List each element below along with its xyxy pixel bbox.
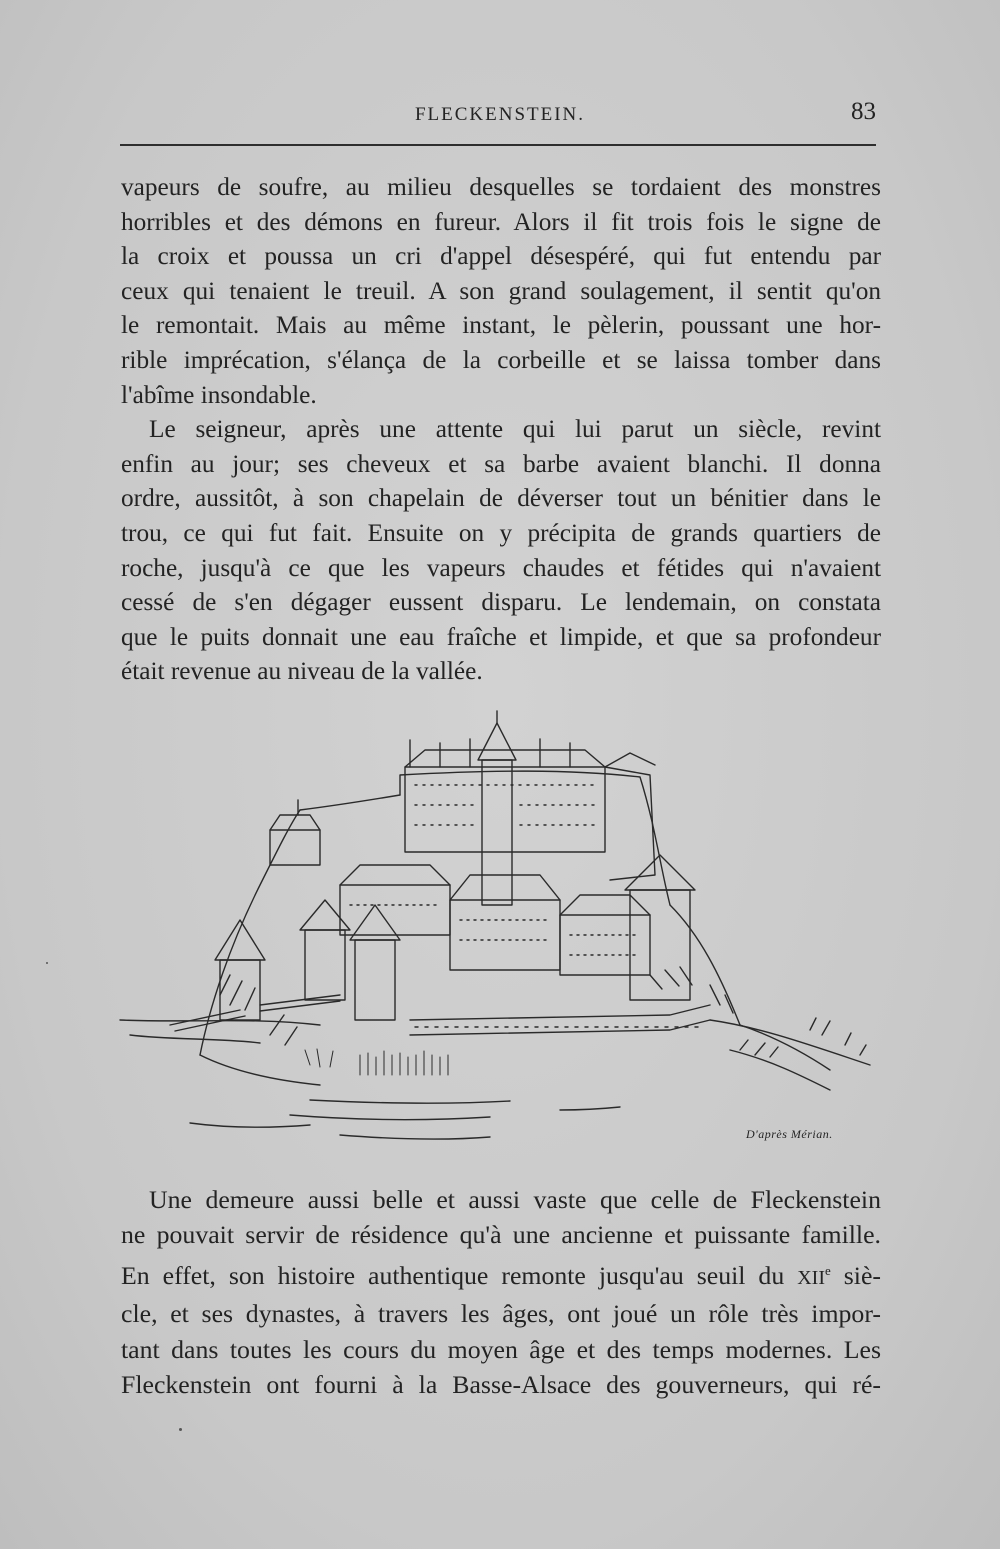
castle-engraving bbox=[110, 705, 900, 1165]
text-line: enfin au jour; ses cheveux et sa barbe avaient blanchi. Il donna bbox=[121, 449, 881, 478]
text-line: l'abîme insondable. bbox=[121, 380, 317, 409]
text-line: cle, et ses dynastes, à travers les âges, ont joué un rôle très impor- bbox=[121, 1299, 881, 1329]
text-line: ceux qui tenaient le treuil. A son grand soulagement, il sentit qu'on bbox=[121, 276, 881, 305]
print-speck bbox=[179, 1428, 182, 1431]
text-line: ne pouvait servir de résidence qu'à une ancienne et puissante famille. bbox=[121, 1220, 881, 1250]
text-line: était revenue au niveau de la vallée. bbox=[121, 657, 483, 686]
running-title: FLECKENSTEIN. bbox=[414, 104, 586, 125]
header-rule bbox=[120, 144, 876, 146]
text-line: tant dans toutes les cours du moyen âge et des temps modernes. Les bbox=[121, 1334, 881, 1364]
text-segment: En effet, son histoire authentique remonte jusqu'au seuil du bbox=[121, 1260, 798, 1290]
print-speck bbox=[46, 962, 48, 964]
text-line bbox=[121, 1253, 881, 1296]
text-line: horribles et des démons en fureur. Alors il fit trois fois le signe de bbox=[121, 207, 881, 236]
text-line: cessé de s'en dégager eussent disparu. Le lendemain, on constata bbox=[121, 588, 881, 617]
text-line: Une demeure aussi belle et aussi vaste que celle de Fleckenstein bbox=[149, 1185, 881, 1214]
text-line: trou, ce qui fut fait. Ensuite on y précipita de grands quartiers de bbox=[121, 518, 881, 547]
running-head bbox=[120, 98, 880, 138]
page-number: 83 bbox=[851, 98, 876, 125]
text-line: Le seigneur, après une attente qui lui parut un siècle, revint bbox=[149, 415, 881, 444]
body-text-top bbox=[121, 170, 881, 689]
body-text-bottom bbox=[121, 1182, 881, 1402]
superscript: e bbox=[824, 1262, 831, 1278]
text-line: que le puits donnait une eau fraîche et limpide, et que sa profondeur bbox=[121, 622, 881, 651]
text-line: le remontait. Mais au même instant, le pèlerin, poussant une hor- bbox=[121, 311, 881, 340]
text-line: vapeurs de soufre, au milieu desquelles se tordaient des monstres bbox=[121, 173, 881, 201]
text-line: Fleckenstein ont fourni à la Basse-Alsace des gouverneurs, qui ré- bbox=[121, 1370, 881, 1400]
illustration-caption: D'après Mérian. bbox=[746, 1127, 833, 1141]
text-line: la croix et poussa un cri d'appel désespéré, qui fut entendu par bbox=[121, 242, 881, 271]
text-line: rible imprécation, s'élança de la corbeille et se laissa tomber dans bbox=[121, 345, 881, 374]
century-numeral: XII bbox=[797, 1266, 825, 1289]
text-line: ordre, aussitôt, à son chapelain de déverser tout un bénitier dans le bbox=[121, 484, 881, 513]
text-segment: siè- bbox=[830, 1260, 881, 1290]
text-line: roche, jusqu'à ce que les vapeurs chaudes et fétides qui n'avaient bbox=[121, 553, 881, 582]
